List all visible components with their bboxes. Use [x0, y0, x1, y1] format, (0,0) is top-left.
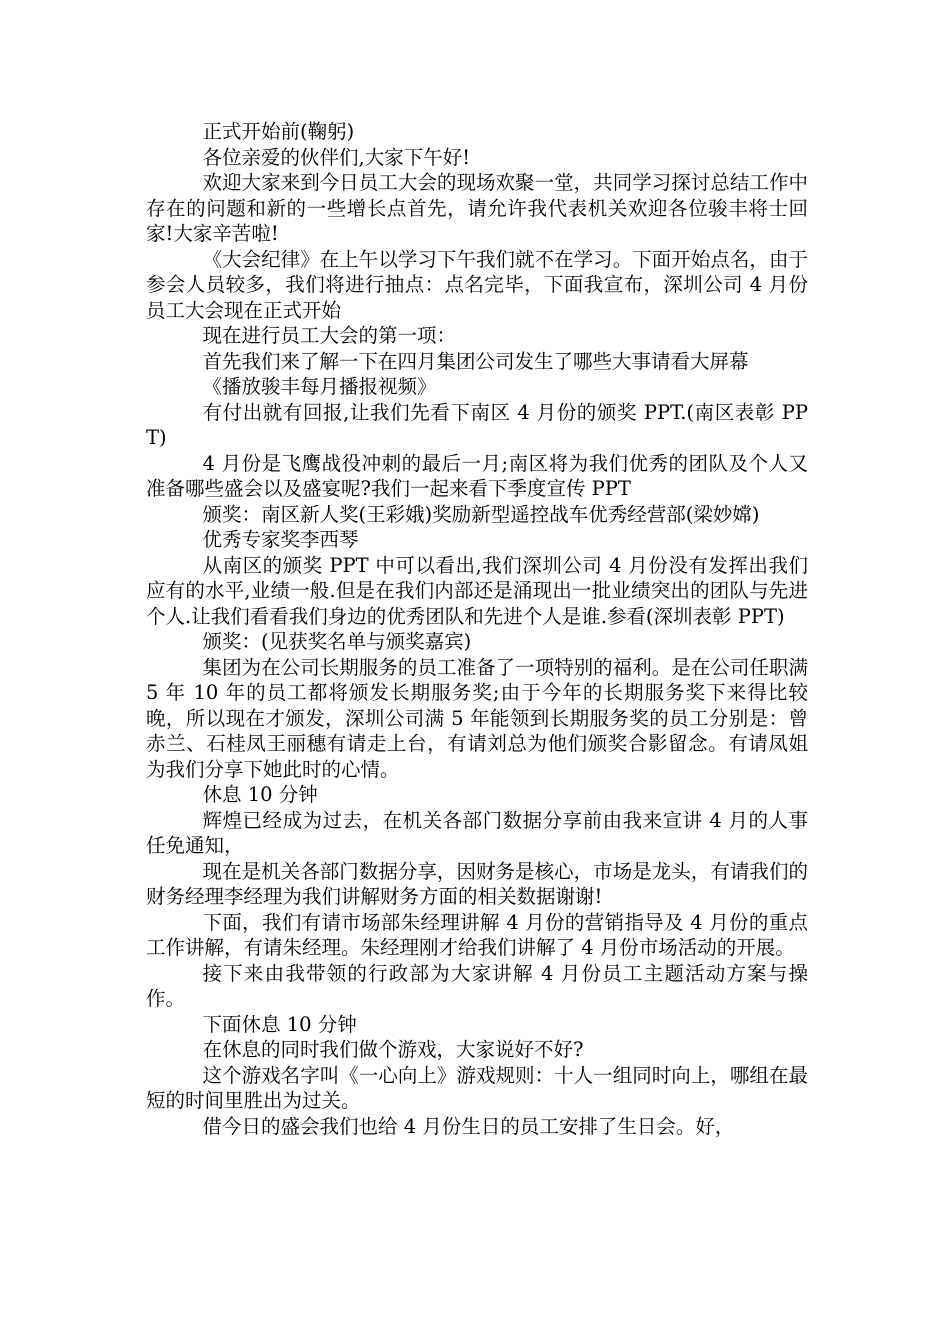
paragraph: 集团为在公司长期服务的员工准备了一项特别的福利。是在公司任职满 5 年 10 年的员工都将颁发长期服务奖;由于今年的长期服务奖下来得比较晚，所以现在才颁发，深圳公司满 5 年能领到长期服务奖的员工分别是：曾赤兰、石桂凤王丽穗有请走上台，有请刘总为他们颁奖合影留念。有请凤姐为我们分享下她此时的心情。	[146, 655, 808, 781]
paragraph: 休息 10 分钟	[202, 783, 318, 806]
paragraph: 正式开始前(鞠躬)	[202, 120, 355, 143]
paragraph: 颁奖：南区新人奖(王彩娥)奖励新型遥控战车优秀经营部(梁妙嫦)	[202, 502, 760, 526]
paragraph: 借今日的盛会我们也给 4 月份生日的员工安排了生日会。好，	[202, 1114, 735, 1138]
paragraph: 《播放骏丰每月播报视频》	[202, 375, 437, 398]
paragraph: 现在是机关各部门数据分享，因财务是核心，市场是龙头，有请我们的财务经理李经理为我们讲解财务方面的相关数据谢谢!	[146, 859, 808, 908]
paragraph: 辉煌已经成为过去，在机关各部门数据分享前由我来宣讲 4 月的人事任免通知，	[146, 808, 808, 857]
paragraph: 从南区的颁奖 PPT 中可以看出,我们深圳公司 4 月份没有发挥出我们应有的水平,业绩一般.但是在我们内部还是涌现出一批业绩突出的团队与先进个人.让我们看看我们身边的优秀团队和先进个人是谁.参看(深圳表彰 PPT)	[146, 553, 808, 628]
paragraph: 颁奖：(见获奖名单与颁奖嘉宾)	[202, 630, 472, 653]
paragraph: 各位亲爱的伙伴们,大家下午好!	[202, 145, 471, 169]
paragraph: 《大会纪律》在上午以学习下午我们就不在学习。下面开始点名，由于参会人员较多，我们将进行抽点：点名完毕，下面我宣布，深圳公司 4 月份员工大会现在正式开始	[146, 247, 808, 322]
paragraph: 首先我们来了解一下在四月集团公司发生了哪些大事请看大屏幕	[202, 349, 749, 373]
paragraph: 有付出就有回报,让我们先看下南区 4 月份的颁奖 PPT.(南区表彰 PPT)	[146, 400, 808, 449]
paragraph: 4 月份是飞鹰战役冲刺的最后一月;南区将为我们优秀的团队及个人又准备哪些盛会以及盛宴呢?我们一起来看下季度宣传 PPT	[146, 451, 808, 500]
document-body	[146, 119, 808, 1139]
paragraph: 下面休息 10 分钟	[202, 1012, 357, 1036]
paragraph: 接下来由我带领的行政部为大家讲解 4 月份员工主题活动方案与操作。	[146, 961, 808, 1010]
paragraph: 现在进行员工大会的第一项：	[202, 324, 457, 347]
paragraph: 欢迎大家来到今日员工大会的现场欢聚一堂，共同学习探讨总结工作中存在的问题和新的一些增长点首先，请允许我代表机关欢迎各位骏丰将士回家!大家辛苦啦!	[146, 171, 808, 245]
paragraph: 在休息的同时我们做个游戏，大家说好不好?	[202, 1038, 584, 1061]
paragraph: 下面，我们有请市场部朱经理讲解 4 月份的营销指导及 4 月份的重点工作讲解，有请朱经理。朱经理刚才给我们讲解了 4 月份市场活动的开展。	[146, 910, 808, 959]
paragraph: 优秀专家奖李西琴	[202, 528, 359, 551]
paragraph: 这个游戏名字叫《一心向上》游戏规则：十人一组同时向上，哪组在最短的时间里胜出为过关。	[146, 1063, 808, 1112]
